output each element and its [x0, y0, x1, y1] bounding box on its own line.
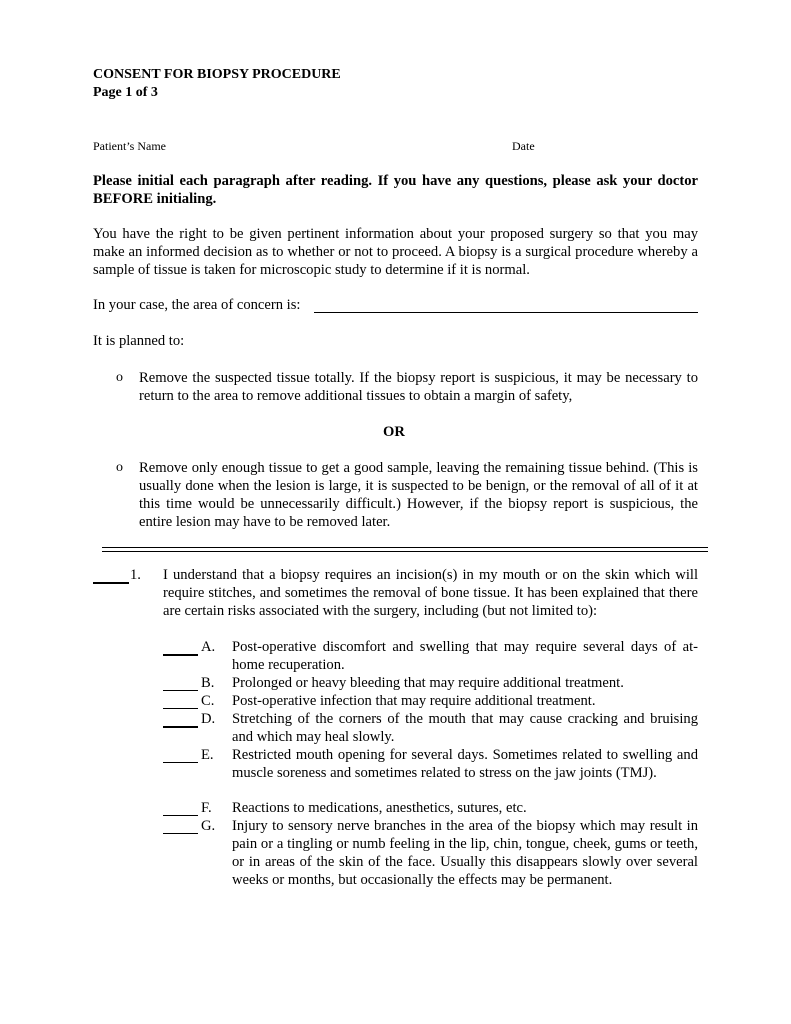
risk-letter: F.: [201, 800, 212, 816]
risk-e-text: Restricted mouth opening for several days. Sometimes related to swelling and muscle soreness and sometimes related to stress on the jaw joints (TMJ).: [232, 747, 698, 781]
intro-paragraph: You have the right to be given pertinent information about your proposed surgery so that you may make an informed decision as to whether or not to proceed. A biopsy is a surgical procedure whereby a sample of tissue is taken for microscopic study to determine if it is normal.: [93, 226, 698, 278]
planned-label: It is planned to:: [93, 333, 185, 349]
risk-letter: E.: [201, 747, 214, 763]
instructions: Please initial each paragraph after reading. If you have any questions, please ask your doctor BEFORE initialing.: [93, 173, 698, 207]
risk-letter: G.: [201, 818, 216, 834]
initial-blank-1[interactable]: [93, 582, 129, 584]
risk-d-text: Stretching of the corners of the mouth that may cause cracking and bruising and which may heal slowly.: [232, 711, 698, 745]
or-separator: OR: [383, 424, 405, 440]
initial-blank-g[interactable]: [163, 833, 198, 834]
bullet-icon: o: [116, 370, 123, 385]
initial-blank-b[interactable]: [163, 690, 198, 691]
bullet-icon: o: [116, 460, 123, 475]
risk-c-text: Post-operative infection that may require additional treatment.: [232, 693, 596, 709]
date-label: Date: [512, 139, 535, 153]
form-title: CONSENT FOR BIOPSY PROCEDURE: [93, 67, 341, 82]
risk-letter: A.: [201, 639, 216, 655]
initial-blank-e[interactable]: [163, 762, 198, 763]
divider-line: [102, 547, 708, 548]
risk-g-text: Injury to sensory nerve branches in the area of the biopsy which may result in pain or a tingling or numb feeling in the lip, chin, tongue, cheek, gums or teeth, or in areas of the skin of the face. Usually this disappears slowly over several weeks or months, but occasionally the effects may be permanent.: [232, 818, 698, 888]
risk-letter: D.: [201, 711, 216, 727]
patient-name-label: Patient’s Name: [93, 139, 166, 153]
item-1-text: I understand that a biopsy requires an incision(s) in my mouth or on the skin which will require stitches, and sometimes the removal of bone tissue. It has been explained that there are certain risks associated with the surgery, including (but not limited to):: [163, 567, 698, 619]
risk-letter: B.: [201, 675, 215, 691]
risk-b-text: Prolonged or heavy bleeding that may require additional treatment.: [232, 675, 624, 691]
option-remove-totally: Remove the suspected tissue totally. If the biopsy report is suspicious, it may be necessary to return to the area to remove additional tissues to obtain a margin of safety,: [139, 370, 698, 404]
risk-a-text: Post-operative discomfort and swelling that may require several days of at-home recuperation.: [232, 639, 698, 673]
risk-letter: C.: [201, 693, 215, 709]
risk-f-text: Reactions to medications, anesthetics, sutures, etc.: [232, 800, 527, 816]
area-of-concern-label: In your case, the area of concern is:: [93, 297, 301, 313]
initial-blank-c[interactable]: [163, 708, 198, 709]
option-remove-sample: Remove only enough tissue to get a good sample, leaving the remaining tissue behind. (This is usually done when the lesion is large, it is suspected to be benign, or the removal of all of it at this time would be unnecessarily difficult.) However, if the biopsy report is suspicious, the entire lesion may have to be removed later.: [139, 460, 698, 530]
initial-blank-f[interactable]: [163, 815, 198, 816]
initial-blank-a[interactable]: [163, 654, 198, 656]
page-indicator: Page 1 of 3: [93, 85, 158, 100]
item-number: 1.: [130, 567, 141, 583]
initial-blank-d[interactable]: [163, 726, 198, 728]
area-of-concern-field[interactable]: [314, 312, 698, 313]
divider-line: [102, 551, 708, 552]
